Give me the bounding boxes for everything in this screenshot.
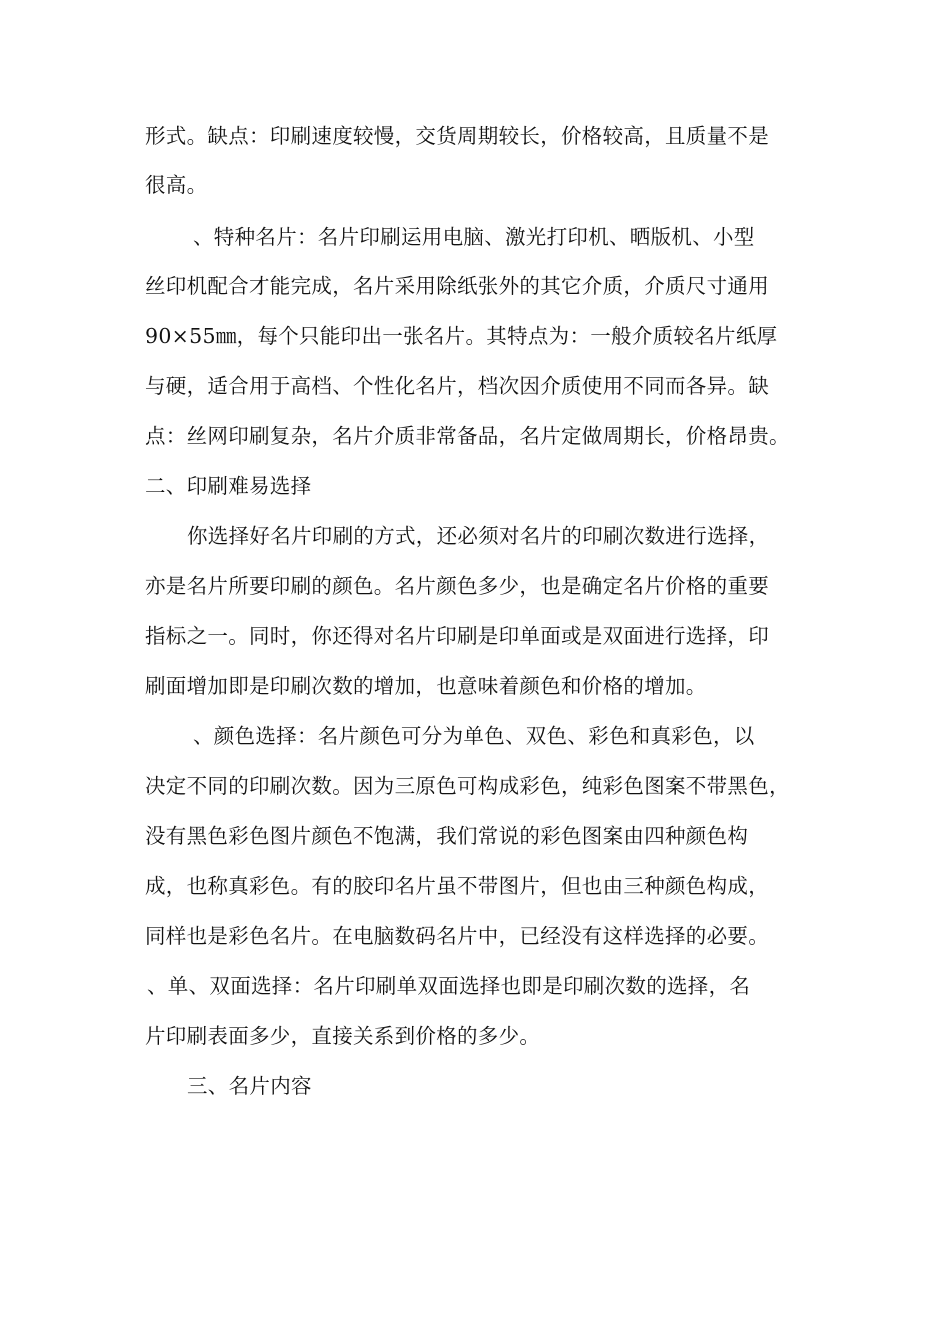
paragraph-line: 没有黑色彩色图片颜色不饱满，我们常说的彩色图案由四种颜色构 [145,824,749,848]
paragraph-line: 与硬，适合用于高档、个性化名片，档次因介质使用不同而各异。缺 [145,374,769,398]
paragraph-line: 、单、双面选择：名片印刷单双面选择也即是印刷次数的选择，名 [147,974,751,998]
paragraph-line: 片印刷表面多少，直接关系到价格的多少。 [145,1024,541,1048]
paragraph-line: 、颜色选择：名片颜色可分为单色、双色、彩色和真彩色，以 [193,724,755,748]
paragraph-line: 很高。 [145,173,208,197]
section-heading: 三、名片内容 [187,1074,312,1098]
paragraph-line: 亦是名片所要印刷的颜色。名片颜色多少，也是确定名片价格的重要 [145,574,769,598]
paragraph-line: 同样也是彩色名片。在电脑数码名片中，已经没有这样选择的必要。 [145,924,769,948]
paragraph-line: 刷面增加即是印刷次数的增加，也意味着颜色和价格的增加。 [145,674,707,698]
paragraph-line: 你选择好名片印刷的方式，还必须对名片的印刷次数进行选择， [187,524,770,548]
paragraph-line: 、特种名片：名片印刷运用电脑、激光打印机、晒版机、小型 [193,225,755,249]
paragraph-line: 丝印机配合才能完成，名片采用除纸张外的其它介质，介质尺寸通用 [145,274,769,298]
paragraph-line: 成，也称真彩色。有的胶印名片虽不带图片，但也由三种颜色构成， [145,874,769,898]
paragraph-line: 决定不同的印刷次数。因为三原色可构成彩色，纯彩色图案不带黑色， [145,774,790,798]
section-heading: 二、印刷难易选择 [145,474,312,498]
paragraph-line: 点：丝网印刷复杂，名片介质非常备品，名片定做周期长，价格昂贵。 [145,424,790,448]
paragraph-line: 指标之一。同时，你还得对名片印刷是印单面或是双面进行选择，印 [145,624,769,648]
paragraph-line: 90×55㎜，每个只能印出一张名片。其特点为：一般介质较名片纸厚 [145,324,778,348]
paragraph-line: 形式。缺点：印刷速度较慢，交货周期较长，价格较高，且质量不是 [145,124,769,148]
